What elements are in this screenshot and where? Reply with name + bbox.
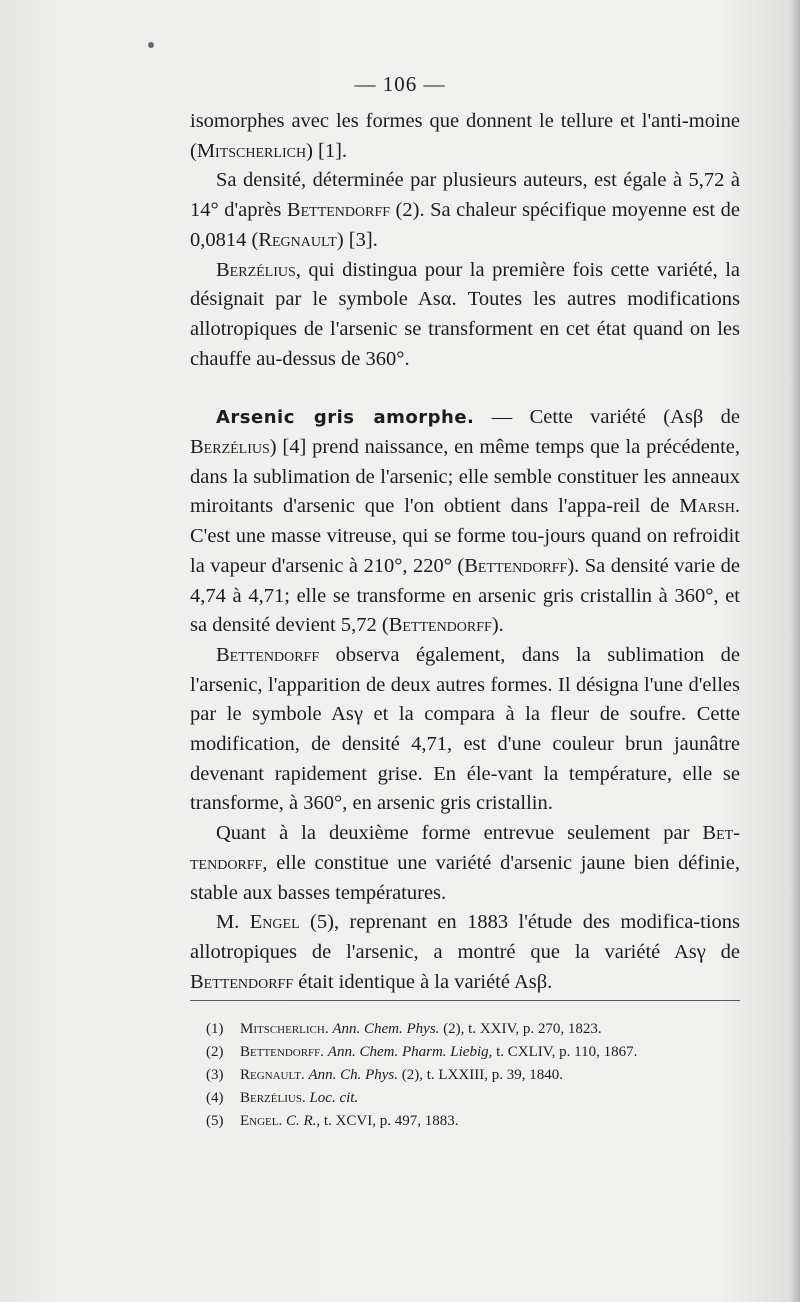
footnote-3: (3) Regnault. Ann. Ch. Phys. (2), t. LXXIII, p. 39, 1840. (206, 1067, 563, 1083)
paragraph-1: isomorphes avec les formes que donnent le tellure et l'anti-moine (Mitscherlich) [1]. (190, 110, 740, 162)
footnote-5: (5) Engel. C. R., t. XCVI, p. 497, 1883. (206, 1113, 459, 1129)
author-name: Bettendorff (388, 614, 492, 637)
author-name: Berzélius (216, 258, 296, 281)
footnotes (206, 1018, 740, 1133)
paragraph-2: Sa densité, déterminée par plusieurs auteurs, est égale à 5,72 à 14° d'après Bettendorff (2). Sa chaleur spécifique moyenne est de 0,0814 (Regnault) [3]. (190, 169, 740, 251)
author-name: Mitscherlich (196, 139, 307, 162)
author-name: Regnault (258, 228, 337, 251)
footnote-2: (2) Bettendorff. Ann. Chem. Pharm. Liebig, t. CXLIV, p. 110, 1867. (206, 1044, 638, 1060)
scan-speck (148, 42, 154, 48)
author-name: Berzélius (190, 436, 270, 459)
section-heading: Arsenic gris amorphe. (216, 407, 475, 429)
page-edge-shadow (790, 0, 800, 1302)
paragraph-4: Arsenic gris amorphe. — Cette variété (Asβ de Berzélius) [4] prend naissance, en même temps que la précédente, dans la sublimation de l'arsenic; elle semble constituer les anneaux miroitants d'arsenic que l'on obtient dans l'appa-reil de Marsh. C'est une masse vitreuse, qui se forme tou-jours quand on refroidit la vapeur d'arsenic à 210°, 220° (Bettendorff). Sa densité varie de 4,74 à 4,71; elle se transforme en arsenic gris cristallin à 360°, et sa densité devient 5,72 (Bettendorff). (190, 406, 741, 637)
author-name: Engel (249, 911, 300, 934)
main-text (190, 107, 740, 997)
author-name: Bettendorff (464, 554, 568, 577)
paragraph-3: Berzélius, qui distingua pour la première fois cette variété, la désignait par le symbole Asα. Toutes les autres modifications allotropiques de l'arsenic se transforment en cet état quand on les chauffe au-dessus de 360°. (190, 258, 740, 370)
author-name: Bettendorff (286, 199, 391, 222)
paragraph-7: M. Engel (5), reprenant en 1883 l'étude des modifica-tions allotropiques de l'arsenic, a montré que la variété Asγ de Bettendorff était identique à la variété Asβ. (190, 911, 740, 993)
footnote-divider (190, 1000, 740, 1001)
author-name: Bet-tendorff (190, 822, 740, 874)
author-name: Bettendorff (216, 643, 320, 666)
author-name: Marsh (679, 495, 735, 518)
footnote-1: (1) Mitscherlich. Ann. Chem. Phys. (2), t. XXIV, p. 270, 1823. (206, 1021, 602, 1037)
page-number: — 106 — (354, 72, 446, 96)
paragraph-5: Bettendorff observa également, dans la sublimation de l'arsenic, l'apparition de deux autres formes. Il désigna l'une d'elles par le symbole Asγ et la compara à la fleur de soufre. Cette modification, de densité 4,71, est d'une couleur brun jaunâtre devenant rapidement grise. En éle-vant la température, elle se transforme, à 360°, en arsenic gris cristallin. (190, 643, 740, 815)
author-name: Bettendorff (190, 970, 294, 993)
paragraph-6: Quant à la deuxième forme entrevue seulement par Bet-tendorff, elle constitue une variété d'arsenic jaune bien définie, stable aux basses températures. (190, 822, 740, 904)
footnote-4: (4) Berzélius. Loc. cit. (206, 1090, 359, 1106)
